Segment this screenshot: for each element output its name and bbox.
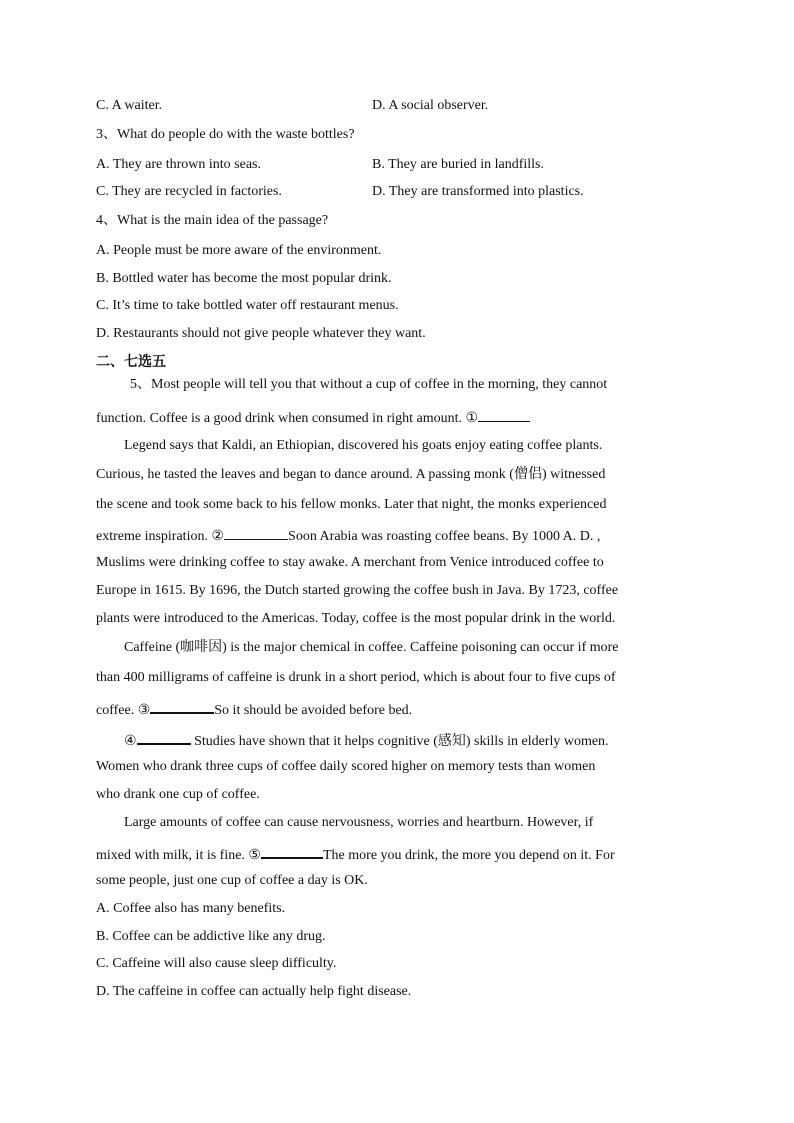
passage-p5-line2: mixed with milk, it is fine. ⑤ The more you drink, the more you depend on it. For — [96, 845, 615, 863]
passage-p5-line3: some people, just one cup of coffee a day is OK. — [96, 873, 368, 888]
q3-option-b: B. They are buried in landfills. — [372, 157, 544, 172]
q4-question: 4、What is the main idea of the passage? — [96, 213, 329, 228]
passage-p1-line2: function. Coffee is a good drink when consumed in right amount. ① — [96, 409, 530, 426]
passage-p2-line3: the scene and took some back to his fellow monks. Later that night, the monks experienced — [96, 497, 607, 512]
q2-option-c: C. A waiter. — [96, 98, 163, 113]
q4-option-a: A. People must be more aware of the environment. — [96, 243, 382, 258]
q3-option-a: A. They are thrown into seas. — [96, 157, 261, 172]
passage-p2-line7: plants were introduced to the Americas. Today, coffee is the most popular drink in the world. — [96, 611, 616, 626]
choice-a: A. Coffee also has many benefits. — [96, 901, 286, 916]
passage-p3-line1: Caffeine (咖啡因) is the major chemical in coffee. Caffeine poisoning can occur if more — [124, 640, 619, 655]
passage-p5-line1: Large amounts of coffee can cause nervousness, worries and heartburn. However, if — [124, 815, 594, 830]
passage-p4-line3: who drank one cup of coffee. — [96, 787, 260, 802]
q4-option-c: C. It’s time to take bottled water off restaurant menus. — [96, 298, 399, 313]
q3-option-d: D. They are transformed into plastics. — [372, 184, 584, 199]
passage-p3-line2: than 400 milligrams of caffeine is drunk in a short period, which is about four to five cups of — [96, 670, 616, 685]
blank-5[interactable] — [261, 845, 323, 859]
q2-option-d: D. A social observer. — [372, 98, 489, 113]
choice-b: B. Coffee can be addictive like any drug. — [96, 929, 326, 944]
choice-c: C. Caffeine will also cause sleep difficulty. — [96, 956, 337, 971]
choice-d: D. The caffeine in coffee can actually help fight disease. — [96, 984, 412, 999]
passage-p1-line1: 5、Most people will tell you that without a cup of coffee in the morning, they cannot — [130, 377, 608, 392]
passage-p4-line2: Women who drank three cups of coffee daily scored higher on memory tests than women — [96, 759, 596, 774]
passage-p2-line2: Curious, he tasted the leaves and began to dance around. A passing monk (僧侣) witnessed — [96, 467, 606, 482]
blank-2[interactable] — [224, 527, 288, 540]
passage-p4-line1: ④ Studies have shown that it helps cognitive (感知) skills in elderly women. — [124, 731, 609, 749]
passage-p2-line1: Legend says that Kaldi, an Ethiopian, discovered his goats enjoy eating coffee plants. — [124, 438, 603, 453]
q3-option-c: C. They are recycled in factories. — [96, 184, 282, 199]
q4-option-d: D. Restaurants should not give people whatever they want. — [96, 326, 426, 341]
passage-p3-line3: coffee. ③ So it should be avoided before bed. — [96, 700, 412, 718]
blank-1[interactable] — [478, 409, 530, 422]
blank-4[interactable] — [137, 731, 191, 745]
passage-p2-line5: Muslims were drinking coffee to stay awake. A merchant from Venice introduced coffee to — [96, 555, 604, 570]
q4-option-b: B. Bottled water has become the most popular drink. — [96, 271, 392, 286]
blank-3[interactable] — [150, 700, 214, 714]
passage-p2-line6: Europe in 1615. By 1696, the Dutch started growing the coffee bush in Java. By 1723, coffee — [96, 583, 619, 598]
q3-question: 3、What do people do with the waste bottles? — [96, 127, 355, 142]
section-heading: 二、七选五 — [96, 354, 166, 370]
passage-p2-line4: extreme inspiration. ② Soon Arabia was roasting coffee beans. By 1000 A. D. , — [96, 529, 601, 544]
